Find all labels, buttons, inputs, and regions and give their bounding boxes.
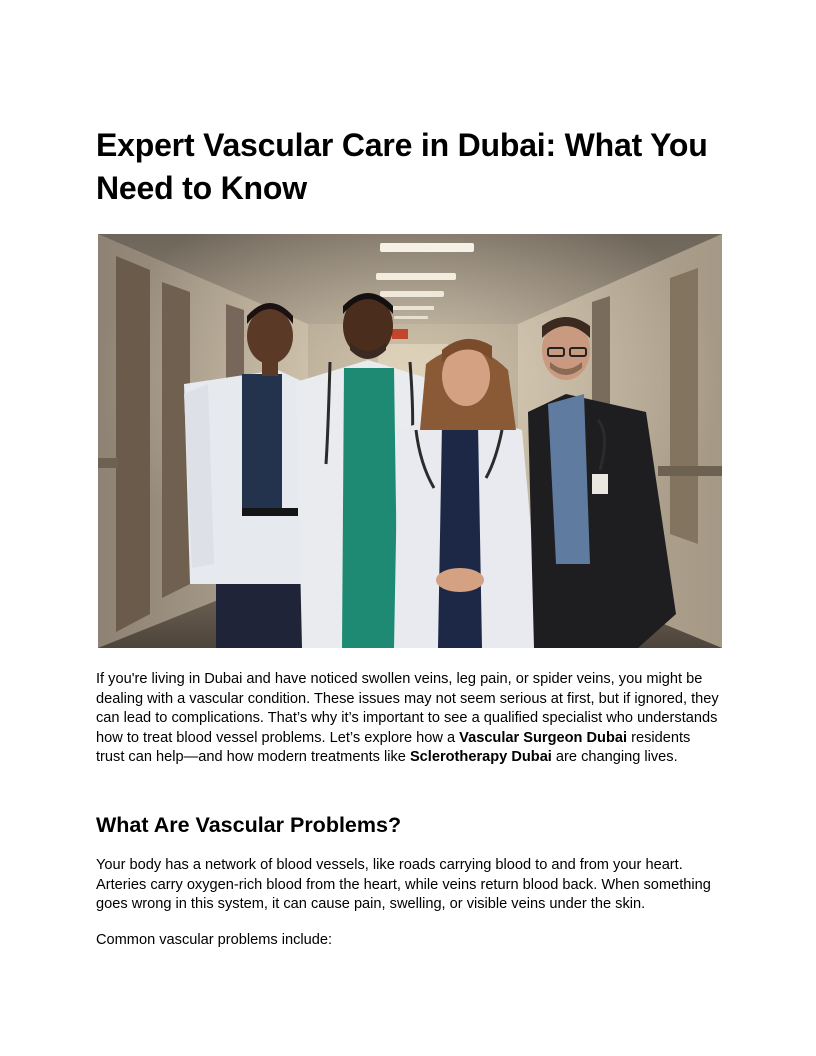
article-title: Expert Vascular Care in Dubai: What You Need to Know [96,127,708,206]
intro-text-2: residents trust can help—and how modern treatments like [96,729,691,766]
keyword-sclerotherapy-dubai: Sclerotherapy Dubai [409,749,552,766]
list-intro: Common vascular problems include: [96,932,333,948]
doctors-photo [98,234,722,648]
section-heading: What Are Vascular Problems? [96,813,402,837]
section-paragraph: Your body has a network of blood vessels, like roads carrying blood to and from your heart. Arteries carry oxygen-rich blood from the heart, while veins return blood back. When something goes wrong in this system, it can cause pain, swelling, or visible veins under the skin. [96,857,711,913]
hero-image-doctors-in-hospital-corridor [98,234,722,648]
intro-text-1: If you're living in Dubai and have noticed swollen veins, leg pain, or spider veins, you might be dealing with a vascular condition. These issues may not seem serious at first, but if ignored, they can lead to complications. That’s why it’s important to see a qualified specialist who understands how to treat blood vessel problems. Let’s explore how a [96,671,719,746]
intro-paragraph [96,670,722,768]
keyword-vascular-surgeon-dubai: Vascular Surgeon Dubai [459,729,628,746]
intro-text-3: are changing lives. [551,749,678,766]
